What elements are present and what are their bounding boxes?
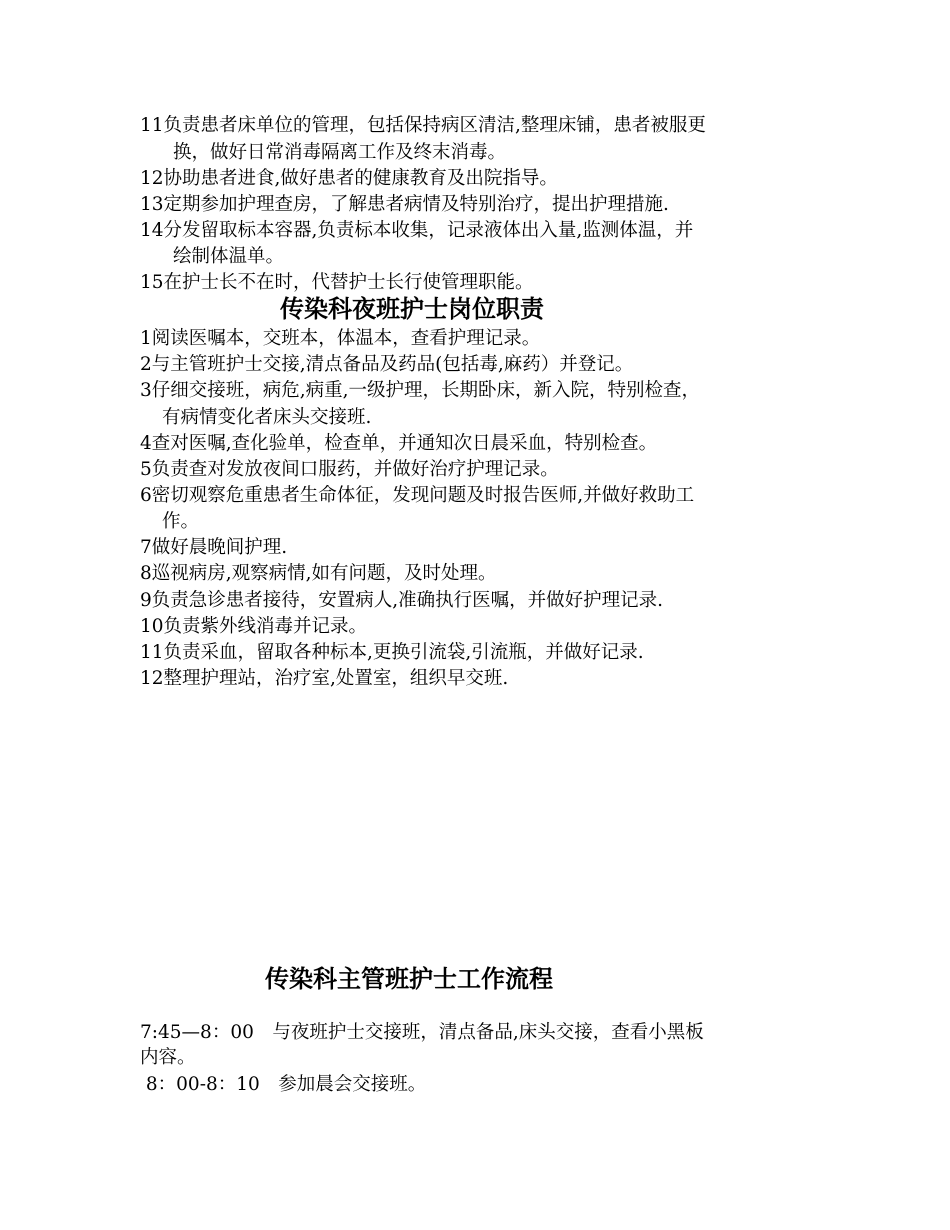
duty-item-14: 14分发留取标本容器,负责标本收集，记录液体出入量,监测体温，并 xyxy=(140,220,694,241)
night-item-3-continued: 有病情变化者床头交接班. xyxy=(162,407,372,428)
schedule-line-1: 7:45—8：00 与夜班护士交接班，清点备品,床头交接，查看小黑板 xyxy=(140,1022,704,1043)
duty-item-15: 15在护士长不在时，代替护士长行使管理职能。 xyxy=(140,272,534,293)
night-item-6-continued: 作。 xyxy=(162,511,200,532)
night-item-11: 11负责采血，留取各种标本,更换引流袋,引流瓶，并做好记录. xyxy=(140,642,644,663)
night-item-10: 10负责紫外线消毒并记录。 xyxy=(140,616,368,637)
schedule-line-1-continued: 内容。 xyxy=(140,1047,196,1068)
charge-shift-title: 传染科主管班护士工作流程 xyxy=(265,964,553,993)
night-item-4: 4查对医嘱,查化验单，检查单，并通知次日晨采血，特别检查。 xyxy=(140,433,658,454)
night-item-8: 8巡视病房,观察病情,如有问题，及时处理。 xyxy=(140,563,497,584)
duty-item-11: 11负责患者床单位的管理，包括保持病区清洁,整理床铺，患者被服更 xyxy=(140,115,706,136)
night-item-1: 1阅读医嘱本，交班本，体温本，查看护理记录。 xyxy=(140,328,541,349)
night-item-6: 6密切观察危重患者生命体征，发现问题及时报告医师,并做好救助工 xyxy=(140,485,695,506)
night-item-7: 7做好晨晚间护理. xyxy=(140,537,288,558)
duty-item-13: 13定期参加护理查房，了解患者病情及特别治疗，提出护理措施. xyxy=(140,194,669,215)
night-item-9: 9负责急诊患者接待，安置病人,准确执行医嘱，并做好护理记录. xyxy=(140,590,664,611)
duty-item-11-continued: 换，做好日常消毒隔离工作及终末消毒。 xyxy=(173,142,507,163)
night-shift-title: 传染科夜班护士岗位职责 xyxy=(280,294,544,323)
duty-item-14-continued: 绘制体温单。 xyxy=(173,246,285,267)
duty-item-12: 12协助患者进食,做好患者的健康教育及出院指导。 xyxy=(140,168,558,189)
night-item-5: 5负责查对发放夜间口服药，并做好治疗护理记录。 xyxy=(140,459,559,480)
night-item-2: 2与主管班护士交接,清点备品及药品(包括毒,麻药）并登记。 xyxy=(140,354,634,375)
schedule-line-2: 8：00-8：10 参加晨会交接班。 xyxy=(140,1074,427,1095)
night-item-3: 3仔细交接班，病危,病重,一级护理，长期卧床，新入院，特别检查， xyxy=(140,380,701,401)
night-item-12: 12整理护理站，治疗室,处置室，组织早交班. xyxy=(140,668,509,689)
